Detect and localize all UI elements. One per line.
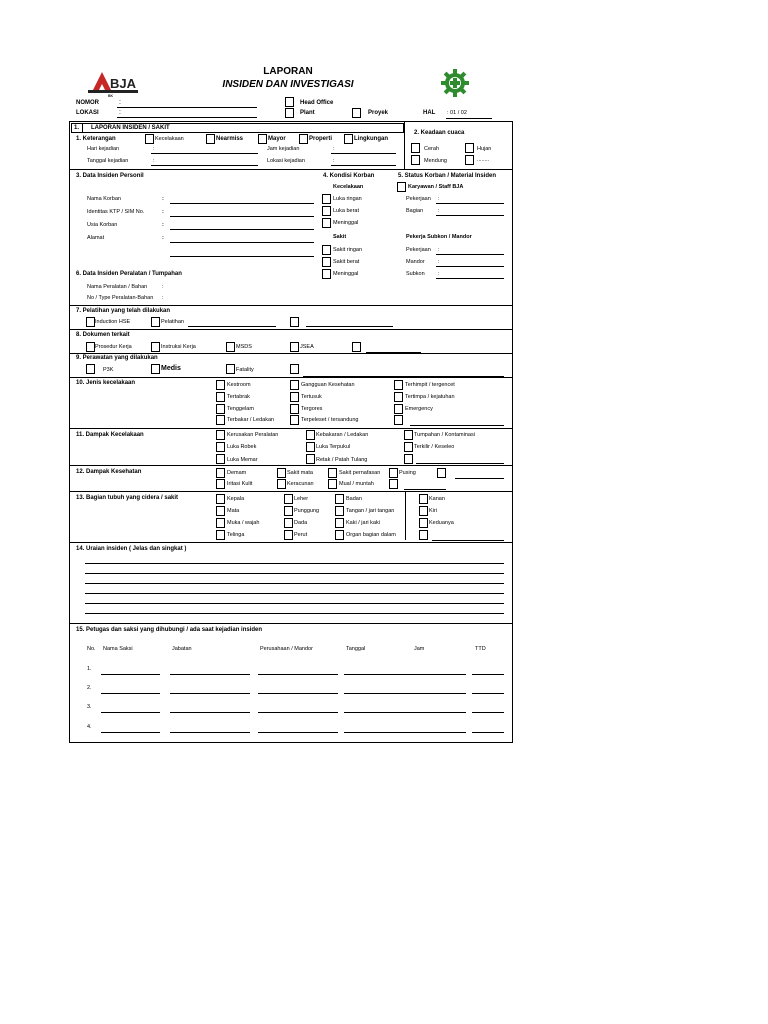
hal-label: HAL	[423, 110, 436, 116]
kesehatan-checkbox[interactable]	[389, 468, 398, 478]
saksi-field[interactable]	[170, 732, 250, 733]
jenis-label: Emergency	[405, 406, 433, 412]
properti-checkbox[interactable]	[299, 134, 308, 144]
saksi-field[interactable]	[101, 712, 160, 713]
kesehatan-checkbox[interactable]	[328, 468, 337, 478]
section-7-title: 7. Pelatihan yang telah dilakukan	[76, 308, 171, 314]
dampak-label: Luka Robek	[227, 444, 257, 450]
section-14-title: 14. Uraian insiden ( Jelas dan singkat )	[76, 546, 187, 552]
saksi-field[interactable]	[170, 674, 250, 675]
kesehatan-lain-field[interactable]	[455, 478, 504, 479]
saksi-field[interactable]	[258, 732, 338, 733]
tubuh-label: Dada	[294, 520, 308, 526]
jenis-checkbox[interactable]	[394, 380, 403, 390]
section-15-title: 15. Petugas dan saksi yang dihubungi / ada saat kejadian insiden	[76, 627, 263, 633]
dampak-checkbox[interactable]	[404, 442, 413, 452]
mandor-field[interactable]	[436, 266, 504, 267]
sakit-ringan-checkbox[interactable]	[322, 245, 331, 255]
saksi-field[interactable]	[472, 732, 504, 733]
tubuh-checkbox[interactable]	[419, 506, 428, 516]
tubuh-label: Kanan	[429, 496, 445, 502]
msds-checkbox[interactable]	[226, 342, 235, 352]
jenis-checkbox[interactable]	[394, 404, 403, 414]
tubuh-label: Mata	[227, 508, 240, 514]
kesehatan-label: Sakit pernafasan	[339, 470, 381, 476]
uraian-line[interactable]	[85, 593, 504, 594]
subkon-pekerjaan-field[interactable]	[436, 254, 504, 255]
dampak-checkbox[interactable]	[216, 442, 225, 452]
dokumen-lain-checkbox[interactable]	[352, 342, 361, 352]
col-header: Nama Saksi	[103, 646, 133, 652]
keterangan-label: 1. Keterangan	[76, 136, 116, 142]
nomor-field[interactable]	[117, 107, 257, 108]
plant-label: Plant	[300, 110, 315, 116]
medis-checkbox[interactable]	[151, 364, 160, 374]
pekerjaan-field[interactable]	[436, 203, 504, 204]
dampak-label: Retak / Patah Tulang	[316, 457, 368, 463]
karyawan-checkbox[interactable]	[397, 182, 406, 192]
report-title: LAPORAN	[263, 66, 313, 77]
saksi-field[interactable]	[258, 674, 338, 675]
saksi-field[interactable]	[344, 693, 466, 694]
tubuh-label: Keduanya	[429, 520, 454, 526]
col-header: No.	[87, 646, 96, 652]
tubuh-checkbox[interactable]	[284, 494, 293, 504]
lokasi-kejadian-field[interactable]	[331, 165, 396, 166]
section-9-title: 9. Perawatan yang dilakukan	[76, 355, 158, 361]
kesehatan-lain-checkbox[interactable]	[437, 468, 446, 478]
dampak-lain-field[interactable]	[416, 463, 504, 464]
kondisi-korban-title: 4. Kondisi Korban	[323, 173, 375, 179]
kesehatan-checkbox[interactable]	[277, 468, 286, 478]
tubuh-lain-field[interactable]	[432, 540, 504, 541]
section-3-title: 3. Data Insiden Personil	[76, 173, 144, 179]
jenis-label: Terbakar / Ledakan	[227, 417, 275, 423]
alamat-field-2[interactable]	[170, 256, 314, 257]
pelatihan-lain-checkbox[interactable]	[290, 317, 299, 327]
perawatan-lain-field[interactable]	[303, 376, 504, 377]
tubuh-checkbox[interactable]	[216, 506, 225, 516]
section-8-title: 8. Dokumen terkait	[76, 332, 130, 338]
jenis-checkbox[interactable]	[290, 404, 299, 414]
kesehatan-lain2-checkbox[interactable]	[389, 479, 398, 489]
tubuh-checkbox[interactable]	[335, 518, 344, 528]
tubuh-checkbox[interactable]	[419, 494, 428, 504]
tubuh-checkbox[interactable]	[284, 530, 293, 540]
prosedur-kerja-checkbox[interactable]	[86, 342, 95, 352]
induction-hse-checkbox[interactable]	[86, 317, 95, 327]
tubuh-checkbox[interactable]	[419, 518, 428, 528]
meninggal-checkbox[interactable]	[322, 218, 331, 228]
jenis-lain-field[interactable]	[410, 425, 504, 426]
proyek-checkbox[interactable]	[352, 108, 361, 118]
section-6-title: 6. Data Insiden Peralatan / Tumpahan	[76, 271, 182, 277]
dampak-label: Luka Terpukul	[316, 444, 351, 450]
tubuh-checkbox[interactable]	[216, 530, 225, 540]
kesehatan-checkbox[interactable]	[277, 479, 286, 489]
jenis-lain-checkbox[interactable]	[394, 415, 403, 425]
tubuh-label: Muka / wajah	[227, 520, 260, 526]
hal-value: : 01 / 02	[447, 110, 467, 116]
perawatan-lain-checkbox[interactable]	[290, 364, 299, 374]
tubuh-checkbox[interactable]	[335, 494, 344, 504]
tubuh-label: Telinga	[227, 532, 245, 538]
kesehatan-label: Pusing	[399, 470, 416, 476]
keadaan-cuaca-title: 2. Keadaan cuaca	[414, 130, 465, 136]
col-header: Tanggal	[346, 646, 366, 652]
saksi-field[interactable]	[170, 693, 250, 694]
kesehatan-lain2-field[interactable]	[404, 489, 446, 490]
saksi-field[interactable]	[101, 693, 160, 694]
dampak-checkbox[interactable]	[306, 442, 315, 452]
saksi-field[interactable]	[258, 712, 338, 713]
proyek-label: Proyek	[368, 110, 389, 116]
section-13-title: 13. Bagian tubuh yang cidera / sakit	[76, 495, 179, 501]
dampak-checkbox[interactable]	[216, 454, 225, 464]
saksi-field[interactable]	[101, 674, 160, 675]
jenis-label: Tenggelam	[227, 406, 254, 412]
dampak-label: Luka Memar	[227, 457, 258, 463]
lokasi-field[interactable]	[117, 117, 257, 118]
saksi-field[interactable]	[258, 693, 338, 694]
jam-kejadian-field[interactable]	[331, 153, 396, 154]
saksi-field[interactable]	[344, 712, 466, 713]
bagian-field[interactable]	[436, 215, 504, 216]
jenis-checkbox[interactable]	[216, 392, 225, 402]
tubuh-checkbox[interactable]	[335, 506, 344, 516]
mendung-checkbox[interactable]	[411, 155, 420, 165]
tubuh-lain-checkbox[interactable]	[419, 530, 428, 540]
section-10-title: 10. Jenis kecelakaan	[76, 380, 136, 386]
tubuh-label: Leher	[294, 496, 309, 502]
saksi-field[interactable]	[344, 732, 466, 733]
tubuh-checkbox[interactable]	[335, 530, 344, 540]
dampak-checkbox[interactable]	[306, 430, 315, 440]
bja-logo	[86, 66, 146, 98]
tubuh-label: Organ bagian dalam	[346, 532, 396, 538]
lingkungan-checkbox[interactable]	[344, 134, 353, 144]
hari-kejadian-field[interactable]	[151, 153, 258, 154]
svg-text:BK: BK	[108, 94, 114, 98]
plant-checkbox[interactable]	[285, 108, 294, 118]
pelatihan-field[interactable]	[188, 326, 276, 327]
status-korban-title: 5. Status Korban / Material Insiden	[398, 173, 497, 179]
head-office-checkbox[interactable]	[285, 97, 294, 107]
uraian-line[interactable]	[85, 563, 504, 564]
ktp-field[interactable]	[170, 216, 314, 217]
cuaca-lain-checkbox[interactable]	[465, 155, 474, 165]
pelatihan-checkbox[interactable]	[151, 317, 160, 327]
instruksi-kerja-checkbox[interactable]	[151, 342, 160, 352]
jenis-checkbox[interactable]	[290, 392, 299, 402]
dampak-label: Terkilir / Keseleo	[414, 444, 455, 450]
uraian-line[interactable]	[85, 573, 504, 574]
sakit-meninggal-checkbox[interactable]	[322, 269, 331, 279]
tubuh-label: Kaki / jari kaki	[346, 520, 380, 526]
saksi-field[interactable]	[472, 674, 504, 675]
kecelakaan-checkbox[interactable]	[145, 134, 154, 144]
jenis-label: Tergores	[301, 406, 323, 412]
jenis-label: Terhimpit / tergencet	[405, 382, 455, 388]
tubuh-label: Kiri	[429, 508, 437, 514]
saksi-field[interactable]	[472, 712, 504, 713]
jenis-label: Kestroom	[227, 382, 251, 388]
dokumen-lain-field[interactable]	[366, 352, 421, 353]
jenis-label: Gangguan Kesehatan	[301, 382, 355, 388]
kesehatan-checkbox[interactable]	[216, 468, 225, 478]
jenis-checkbox[interactable]	[216, 415, 225, 425]
logo-text: BJA	[110, 76, 137, 91]
alamat-field-1[interactable]	[170, 242, 314, 243]
saksi-row-number: 3.	[87, 704, 92, 710]
tubuh-label: Punggung	[294, 508, 320, 514]
dampak-label: Tumpahan / Kontaminasi	[414, 432, 475, 438]
tubuh-label: Kepala	[227, 496, 245, 502]
jenis-checkbox[interactable]	[216, 380, 225, 390]
nama-korban-field[interactable]	[170, 203, 314, 204]
saksi-row-number: 1.	[87, 666, 92, 672]
kesehatan-label: Sakit mata	[287, 470, 313, 476]
head-office-label: Head Office	[300, 100, 334, 106]
mayor-checkbox[interactable]	[258, 134, 267, 144]
uraian-line[interactable]	[85, 583, 504, 584]
col-header: Jabatan	[172, 646, 192, 652]
jenis-checkbox[interactable]	[290, 415, 299, 425]
section-11-title: 11. Dampak Kecelakaan	[76, 432, 144, 438]
subkon-field[interactable]	[436, 278, 504, 279]
report-subtitle: INSIDEN DAN INVESTIGASI	[222, 79, 354, 90]
dampak-lain-checkbox[interactable]	[404, 454, 413, 464]
hujan-checkbox[interactable]	[465, 143, 474, 153]
section-12-title: 12. Dampak Kesehatan	[76, 469, 142, 475]
col-header: Jam	[414, 646, 425, 652]
tanggal-kejadian-field[interactable]	[151, 165, 258, 166]
tubuh-label: Tangan / jari tangan	[346, 508, 395, 514]
jenis-checkbox[interactable]	[394, 392, 403, 402]
jenis-label: Tertusuk	[301, 394, 322, 400]
nomor-label: NOMOR	[76, 100, 99, 106]
section-1-title: LAPORAN INSIDEN / SAKIT	[91, 125, 170, 131]
kesehatan-label: Mual / muntah	[339, 481, 374, 487]
col-header: Perusahaan / Mandor	[260, 646, 313, 652]
pelatihan-lain-field[interactable]	[306, 326, 393, 327]
tubuh-label: Perut	[294, 532, 308, 538]
uraian-line[interactable]	[85, 613, 504, 614]
tubuh-checkbox[interactable]	[284, 506, 293, 516]
luka-ringan-checkbox[interactable]	[322, 194, 331, 204]
sakit-berat-checkbox[interactable]	[322, 257, 331, 267]
col-header: TTD	[475, 646, 486, 652]
nearmiss-checkbox[interactable]	[206, 134, 215, 144]
luka-berat-checkbox[interactable]	[322, 206, 331, 216]
cerah-checkbox[interactable]	[411, 143, 420, 153]
uraian-line[interactable]	[85, 603, 504, 604]
kesehatan-checkbox[interactable]	[328, 479, 337, 489]
gear-icon	[440, 68, 470, 98]
dampak-label: Kebakaran / Ledakan	[316, 432, 369, 438]
tubuh-label: Badan	[346, 496, 362, 502]
jenis-label: Terpeleset / tersandung	[301, 417, 359, 423]
saksi-row-number: 4.	[87, 724, 92, 730]
kesehatan-checkbox[interactable]	[216, 479, 225, 489]
lokasi-label: LOKASI	[76, 110, 99, 116]
jenis-label: Tertabrak	[227, 394, 250, 400]
jenis-label: Tertimpa / kejatuhan	[405, 394, 455, 400]
saksi-row-number: 2.	[87, 685, 92, 691]
tubuh-checkbox[interactable]	[284, 518, 293, 528]
tubuh-checkbox[interactable]	[216, 494, 225, 504]
jenis-checkbox[interactable]	[290, 380, 299, 390]
section-1-title-box	[71, 123, 404, 133]
kesehatan-label: Demam	[227, 470, 247, 476]
saksi-field[interactable]	[344, 674, 466, 675]
usia-korban-field[interactable]	[170, 229, 314, 230]
dampak-checkbox[interactable]	[216, 430, 225, 440]
dampak-label: Kerusakan Peralatan	[227, 432, 279, 438]
tubuh-checkbox[interactable]	[216, 518, 225, 528]
saksi-field[interactable]	[170, 712, 250, 713]
saksi-field[interactable]	[472, 693, 504, 694]
fatality-checkbox[interactable]	[226, 364, 235, 374]
kesehatan-label: Keracunan	[287, 481, 314, 487]
jsea-checkbox[interactable]	[290, 342, 299, 352]
kesehatan-label: Iritasi Kulit	[227, 481, 253, 487]
dampak-checkbox[interactable]	[306, 454, 315, 464]
p3k-checkbox[interactable]	[86, 364, 95, 374]
saksi-field[interactable]	[101, 732, 160, 733]
dampak-checkbox[interactable]	[404, 430, 413, 440]
jenis-checkbox[interactable]	[216, 404, 225, 414]
